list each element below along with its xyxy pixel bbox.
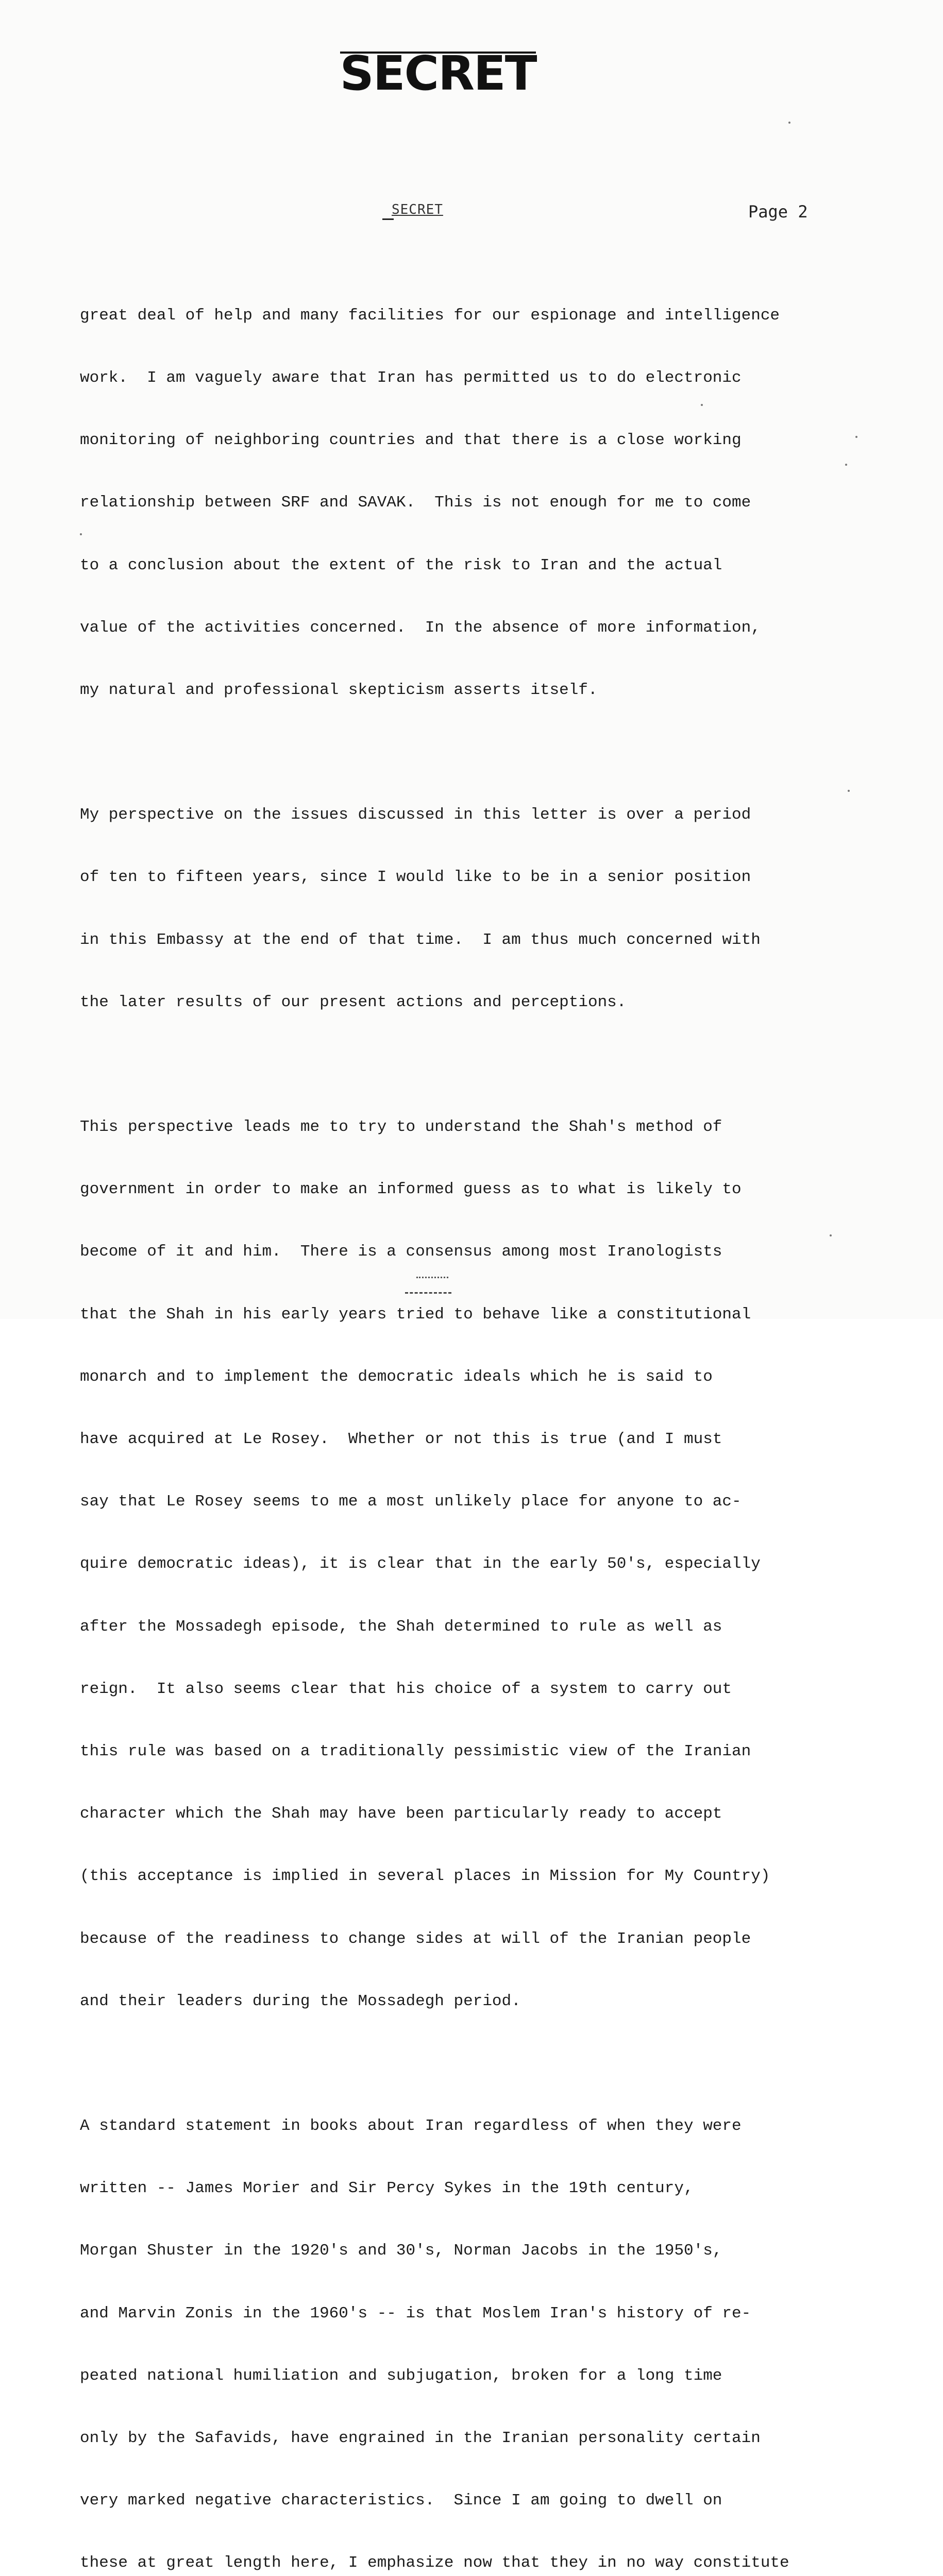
text-line: have acquired at Le Rosey. Whether or not this is true (and I must bbox=[80, 1430, 722, 1448]
scan-speck bbox=[855, 436, 857, 438]
paragraph-2 bbox=[80, 763, 876, 1055]
header-classification: SECRET bbox=[392, 202, 443, 217]
text-line: of ten to fifteen years, since I would like to be in a senior position bbox=[80, 868, 751, 887]
scan-speck bbox=[848, 790, 850, 792]
header-dash bbox=[382, 218, 394, 220]
text-line: this rule was based on a traditionally pessimistic view of the Iranian bbox=[80, 1742, 751, 1761]
text-line: because of the readiness to change sides at will of the Iranian people bbox=[80, 1929, 751, 1948]
footer-stamp-rule bbox=[416, 1277, 448, 1280]
text-line: my natural and professional skepticism asserts itself. bbox=[80, 681, 598, 700]
text-line: the later results of our present actions and perceptions. bbox=[80, 993, 627, 1011]
scan-speck bbox=[701, 404, 703, 406]
scan-speck bbox=[845, 464, 847, 466]
text-line: relationship between SRF and SAVAK. This is not enough for me to come bbox=[80, 494, 751, 512]
text-line: reign. It also seems clear that his choice of a system to carry out bbox=[80, 1680, 732, 1698]
text-line: A standard statement in books about Iran regardless of when they were bbox=[80, 2116, 742, 2135]
text-line: after the Mossadegh episode, the Shah determined to rule as well as bbox=[80, 1617, 722, 1636]
text-line: written -- James Morier and Sir Percy Sykes in the 19th century, bbox=[80, 2179, 694, 2198]
text-line: only by the Safavids, have engrained in the Iranian personality certain bbox=[80, 2429, 761, 2448]
text-line: these at great length here, I emphasize now that they in no way constitute bbox=[80, 2554, 789, 2572]
paragraph-4 bbox=[80, 2074, 876, 2576]
text-line: character which the Shah may have been particularly ready to accept bbox=[80, 1805, 722, 1823]
text-line: in this Embassy at the end of that time. I am thus much concerned with bbox=[80, 930, 761, 949]
text-line: very marked negative characteristics. Since I am going to dwell on bbox=[80, 2492, 722, 2510]
text-line: become of it and him. There is a consensus among most Iranologists bbox=[80, 1243, 722, 1261]
text-line: (this acceptance is implied in several places in Mission for My Country) bbox=[80, 1867, 770, 1886]
text-line: to a conclusion about the extent of the risk to Iran and the actual bbox=[80, 556, 722, 574]
text-line: work. I am vaguely aware that Iran has permitted us to do electronic bbox=[80, 369, 742, 387]
text-line: Morgan Shuster in the 1920's and 30's, Norman Jacobs in the 1950's, bbox=[80, 2242, 722, 2260]
paragraph-1 bbox=[80, 264, 876, 742]
text-line: say that Le Rosey seems to me a most unlikely place for anyone to ac- bbox=[80, 1493, 742, 1511]
footer-stamp-mark bbox=[402, 1272, 464, 1302]
scan-speck bbox=[80, 533, 82, 535]
page-number: Page 2 bbox=[748, 202, 808, 222]
letter-body bbox=[80, 264, 876, 2576]
text-line: and Marvin Zonis in the 1960's -- is that Moslem Iran's history of re- bbox=[80, 2304, 751, 2323]
scan-speck bbox=[788, 122, 790, 124]
text-line: This perspective leads me to try to understand the Shah's method of bbox=[80, 1117, 722, 1136]
footer-stamp-rule bbox=[405, 1292, 451, 1295]
text-line: government in order to make an informed guess as to what is likely to bbox=[80, 1180, 742, 1199]
text-line: great deal of help and many facilities for our espionage and intelligence bbox=[80, 306, 780, 325]
scan-speck bbox=[830, 1234, 832, 1236]
text-line: and their leaders during the Mossadegh period. bbox=[80, 1992, 521, 2010]
page-header bbox=[0, 202, 943, 225]
text-line: monarch and to implement the democratic ideals which he is said to bbox=[80, 1367, 713, 1386]
text-line: quire democratic ideas), it is clear that in the early 50's, especially bbox=[80, 1555, 761, 1573]
text-line: peated national humiliation and subjugation, broken for a long time bbox=[80, 2366, 722, 2385]
paragraph-3 bbox=[80, 1075, 876, 2054]
text-line: that the Shah in his early years tried to behave like a constitutional bbox=[80, 1305, 751, 1324]
text-line: monitoring of neighboring countries and that there is a close working bbox=[80, 431, 742, 450]
text-line: value of the activities concerned. In the absence of more information, bbox=[80, 618, 761, 637]
classification-stamp: SECRET bbox=[340, 46, 536, 101]
text-line: My perspective on the issues discussed in this letter is over a period bbox=[80, 806, 751, 824]
